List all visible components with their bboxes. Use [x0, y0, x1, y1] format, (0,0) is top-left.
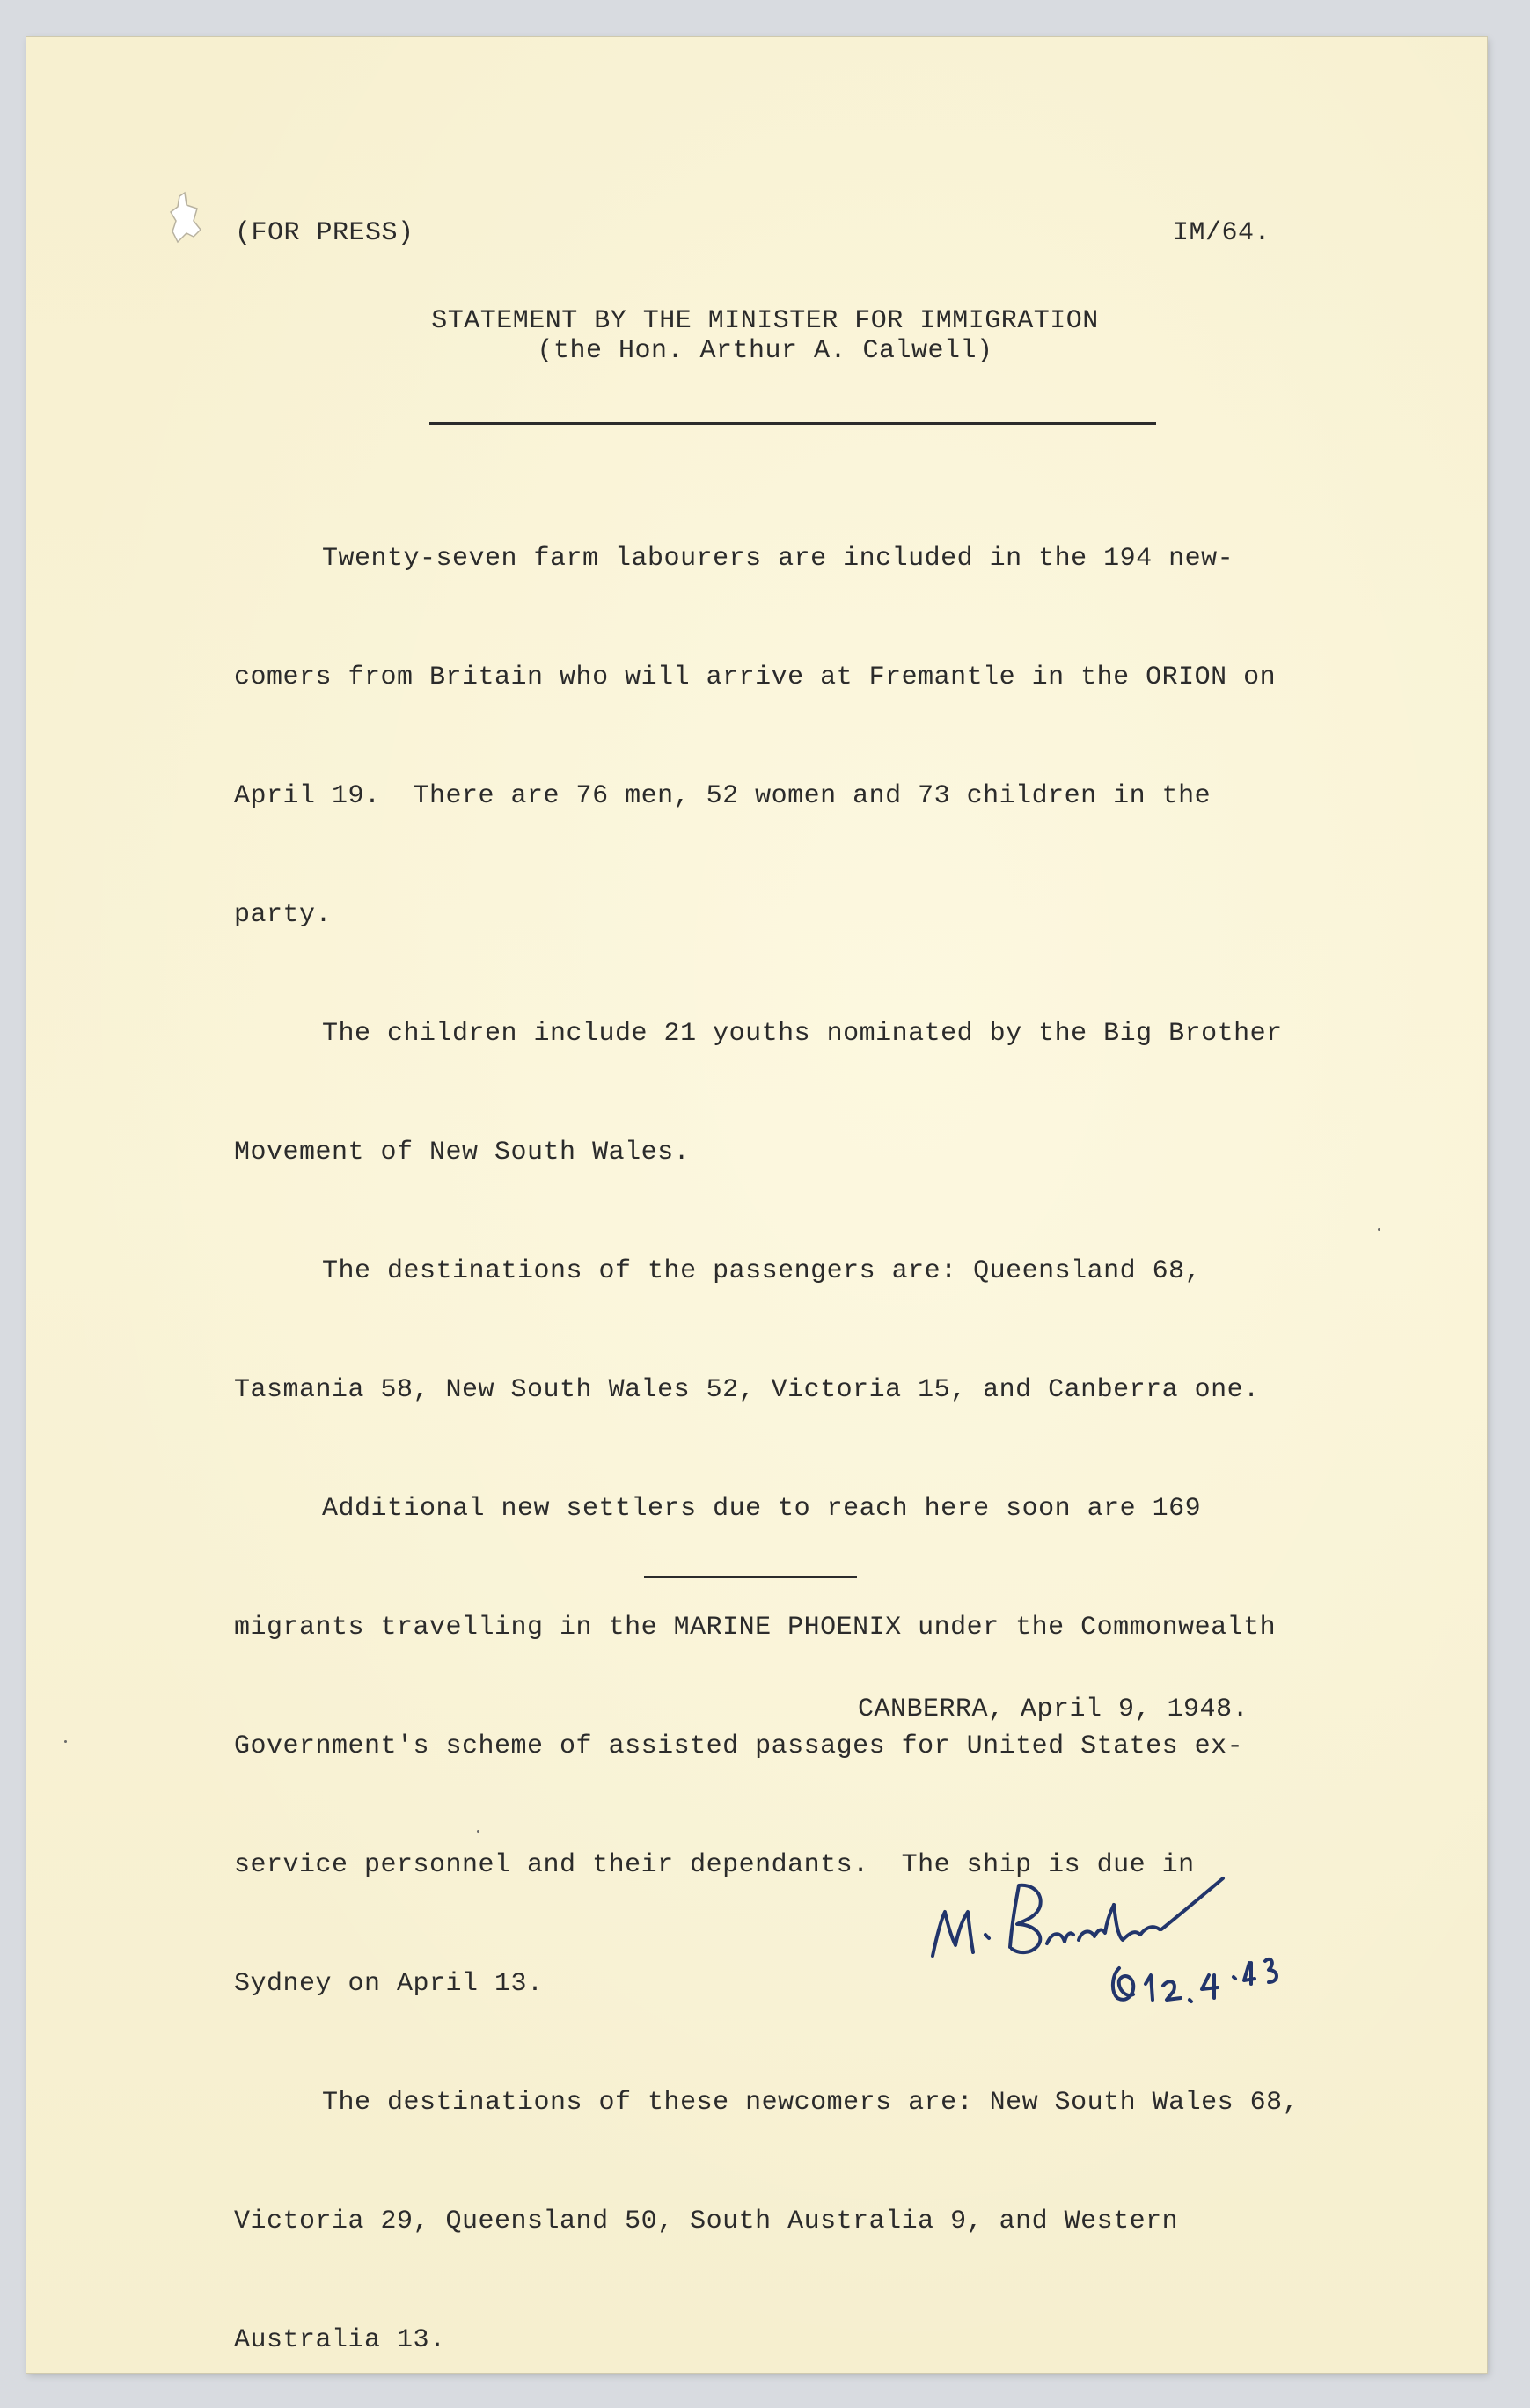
body-line: The children include 21 youths nominated by the Big Brother — [322, 1019, 1283, 1049]
body-line: Additional new settlers due to reach here soon are 169 — [322, 1494, 1202, 1524]
body-line: Government's scheme of assisted passages for United States ex- — [234, 1731, 1244, 1761]
title-underline — [429, 422, 1156, 425]
body-line: comers from Britain who will arrive at Fremantle in the ORION on — [234, 662, 1277, 692]
paper-speck — [1378, 1228, 1380, 1231]
body-line: service personnel and their dependants. The ship is due in — [234, 1850, 1195, 1880]
body-line: migrants travelling in the MARINE PHOENIX under the Commonwealth — [234, 1613, 1277, 1643]
statement-body — [234, 478, 1413, 2408]
body-line: Tasmania 58, New South Wales 52, Victoria 15, and Canberra one. — [234, 1375, 1260, 1405]
body-line: Twenty-seven farm labourers are included in the 194 new- — [322, 544, 1234, 574]
body-line: party. — [234, 900, 333, 930]
handwritten-annotation — [915, 1843, 1329, 2028]
body-line: Movement of New South Wales. — [234, 1138, 691, 1167]
body-line: Victoria 29, Queensland 50, South Australia 9, and Western — [234, 2207, 1179, 2236]
statement-title: STATEMENT BY THE MINISTER FOR IMMIGRATION — [431, 306, 1099, 336]
minister-name: (the Hon. Arthur A. Calwell) — [537, 336, 993, 366]
body-line: The destinations of these newcomers are: New South Wales 68, — [322, 2088, 1299, 2118]
paper-speck — [64, 1740, 67, 1743]
body-line: The destinations of the passengers are: Queensland 68, — [322, 1256, 1202, 1286]
body-line: Australia 13. — [234, 2325, 446, 2355]
body-line: April 19. There are 76 men, 52 women and 73 children in the — [234, 781, 1212, 811]
reference-number: IM/64. — [1173, 218, 1271, 248]
closing-rule — [644, 1576, 857, 1578]
paper-speck — [477, 1830, 479, 1833]
press-label: (FOR PRESS) — [235, 218, 414, 248]
dateline: CANBERRA, April 9, 1948. — [858, 1694, 1249, 1724]
body-line: Sydney on April 13. — [234, 1969, 544, 1999]
punched-hole-mark — [167, 191, 209, 249]
